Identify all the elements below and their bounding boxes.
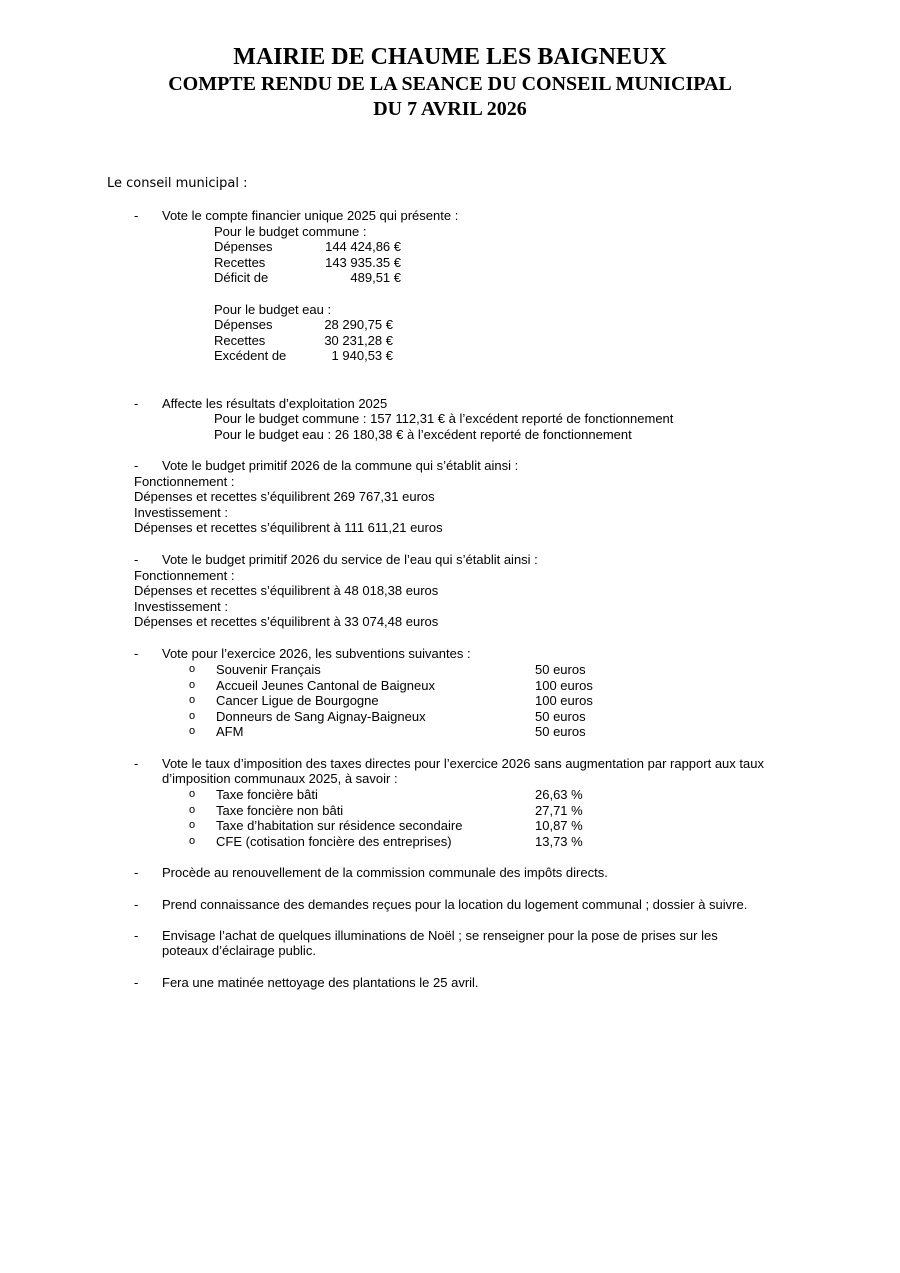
affecte-text: Affecte les résultats d’exploitation 2025 bbox=[162, 396, 388, 411]
affecte-line: Pour le budget eau : 26 180,38 € à l’excédent reporté de fonctionnement bbox=[214, 427, 632, 442]
taux-rate: 13,73 % bbox=[535, 834, 583, 849]
bp-commune-line: Dépenses et recettes s’équilibrent à 111 611,21 euros bbox=[134, 520, 443, 535]
noel-text: poteaux d’éclairage public. bbox=[162, 943, 316, 958]
bp-eau-line: Investissement : bbox=[134, 599, 228, 614]
bp-commune-line: Dépenses et recettes s’équilibrent 269 767,31 euros bbox=[134, 489, 435, 504]
taux-rate: 10,87 % bbox=[535, 818, 583, 833]
cfu-commune-row-label: Recettes bbox=[214, 255, 266, 270]
list-dash: - bbox=[134, 756, 139, 771]
bullet-icon: o bbox=[189, 819, 196, 831]
subvention-amount: 50 euros bbox=[535, 724, 586, 739]
taux-text: d’imposition communaux 2025, à savoir : bbox=[162, 771, 398, 786]
meeting-date: DU 7 AVRIL 2026 bbox=[373, 98, 527, 120]
subvention-name: Cancer Ligue de Bourgogne bbox=[216, 693, 379, 708]
logement-text: Prend connaissance des demandes reçues pour la location du logement communal ; dossier à suivre. bbox=[162, 897, 748, 912]
cfu-commune-row-value: 489,51 € bbox=[350, 270, 401, 285]
noel-text: Envisage l’achat de quelques illuminations de Noël ; se renseigner pour la pose de prises sur les bbox=[162, 928, 718, 943]
subvention-amount: 100 euros bbox=[535, 678, 593, 693]
cfu-commune-row-value: 144 424,86 € bbox=[325, 239, 401, 254]
bullet-icon: o bbox=[189, 679, 196, 691]
subvention-name: AFM bbox=[216, 724, 244, 739]
commission-text: Procède au renouvellement de la commission communale des impôts directs. bbox=[162, 865, 608, 880]
cfu-eau-row-label: Excédent de bbox=[214, 348, 287, 363]
list-dash: - bbox=[134, 928, 139, 943]
cfu-eau-row-value: 30 231,28 € bbox=[324, 333, 393, 348]
cfu-commune-label: Pour le budget commune : bbox=[214, 224, 367, 239]
taux-name: Taxe d’habitation sur résidence secondaire bbox=[216, 818, 463, 833]
bp-commune-line: Fonctionnement : bbox=[134, 474, 235, 489]
bullet-icon: o bbox=[189, 788, 196, 800]
matinee-text: Fera une matinée nettoyage des plantations le 25 avril. bbox=[162, 975, 479, 990]
list-dash: - bbox=[134, 975, 139, 990]
bullet-icon: o bbox=[189, 694, 196, 706]
affecte-line: Pour le budget commune : 157 112,31 € à l’excédent reporté de fonctionnement bbox=[214, 411, 674, 426]
bp-commune-line: Investissement : bbox=[134, 505, 228, 520]
bp-eau-line: Dépenses et recettes s’équilibrent à 48 018,38 euros bbox=[134, 583, 439, 598]
subvention-amount: 50 euros bbox=[535, 709, 586, 724]
cfu-commune-row-label: Dépenses bbox=[214, 239, 273, 254]
bullet-icon: o bbox=[189, 710, 196, 722]
cfu-eau-label: Pour le budget eau : bbox=[214, 302, 332, 317]
cfu-eau-row-label: Recettes bbox=[214, 333, 266, 348]
list-dash: - bbox=[134, 646, 139, 661]
bullet-icon: o bbox=[189, 835, 196, 847]
subvention-amount: 100 euros bbox=[535, 693, 593, 708]
taux-name: Taxe foncière non bâti bbox=[216, 803, 344, 818]
list-dash: - bbox=[134, 865, 139, 880]
taux-name: Taxe foncière bâti bbox=[216, 787, 318, 802]
list-dash: - bbox=[134, 552, 139, 567]
taux-text: Vote le taux d’imposition des taxes directes pour l’exercice 2026 sans augmentation par rapport aux taux bbox=[162, 756, 764, 771]
cfu-eau-row-value: 28 290,75 € bbox=[324, 317, 393, 332]
list-dash: - bbox=[134, 897, 139, 912]
cfu-text: Vote le compte financier unique 2025 qui présente : bbox=[162, 208, 459, 223]
bullet-icon: o bbox=[189, 804, 196, 816]
subvention-amount: 50 euros bbox=[535, 662, 586, 677]
page-subtitle: COMPTE RENDU DE LA SEANCE DU CONSEIL MUNICIPAL bbox=[168, 73, 732, 95]
cfu-eau-row-value: 1 940,53 € bbox=[331, 348, 393, 363]
list-dash: - bbox=[134, 208, 139, 223]
cfu-eau-row-label: Dépenses bbox=[214, 317, 273, 332]
list-dash: - bbox=[134, 458, 139, 473]
subvention-name: Donneurs de Sang Aignay-Baigneux bbox=[216, 709, 426, 724]
bp-eau-line: Dépenses et recettes s’équilibrent à 33 074,48 euros bbox=[134, 614, 439, 629]
subvention-name: Accueil Jeunes Cantonal de Baigneux bbox=[216, 678, 435, 693]
bp-eau-text: Vote le budget primitif 2026 du service de l’eau qui s’établit ainsi : bbox=[162, 552, 538, 567]
subvention-name: Souvenir Français bbox=[216, 662, 321, 677]
bp-eau-line: Fonctionnement : bbox=[134, 568, 235, 583]
intro-text: Le conseil municipal : bbox=[107, 176, 248, 191]
subventions-text: Vote pour l’exercice 2026, les subventions suivantes : bbox=[162, 646, 471, 661]
page-title: MAIRIE DE CHAUME LES BAIGNEUX bbox=[233, 44, 667, 70]
list-dash: - bbox=[134, 396, 139, 411]
taux-rate: 26,63 % bbox=[535, 787, 583, 802]
bullet-icon: o bbox=[189, 725, 196, 737]
cfu-commune-row-label: Déficit de bbox=[214, 270, 269, 285]
cfu-commune-row-value: 143 935.35 € bbox=[325, 255, 401, 270]
taux-rate: 27,71 % bbox=[535, 803, 583, 818]
bullet-icon: o bbox=[189, 663, 196, 675]
taux-name: CFE (cotisation foncière des entreprises) bbox=[216, 834, 452, 849]
bp-commune-text: Vote le budget primitif 2026 de la commune qui s’établit ainsi : bbox=[162, 458, 519, 473]
